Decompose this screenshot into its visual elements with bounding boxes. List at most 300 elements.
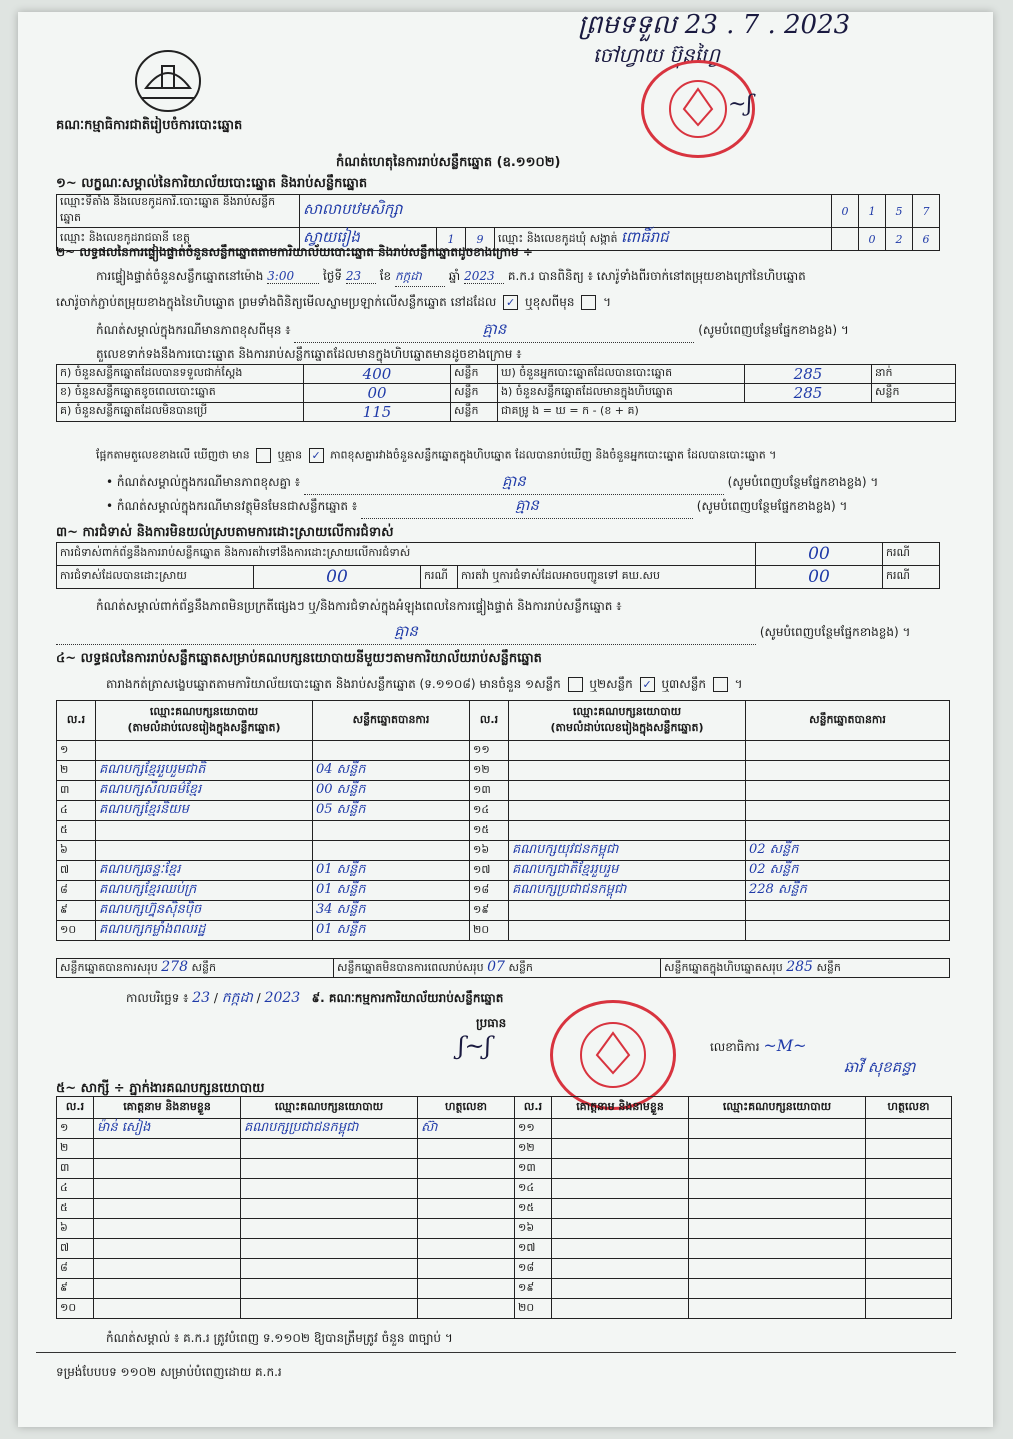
w-left-sign-cell: ស៊ា	[418, 1119, 515, 1139]
left-votes-cell: 01 សន្លឹក	[313, 921, 470, 941]
w-right-party-cell	[689, 1299, 866, 1319]
witness-row	[57, 1299, 952, 1319]
handwritten-received-name: ចៅហ្វាយ ប៊ុនហ្វៃ	[593, 43, 720, 67]
w-col-no: ល.រ	[57, 1097, 94, 1119]
s4-date-month: កក្កដា	[221, 990, 253, 1006]
w-right-name-cell	[552, 1299, 689, 1319]
right-votes-cell	[746, 921, 950, 941]
s1-row2-commune	[495, 228, 832, 251]
left-no-cell: ១០	[57, 921, 96, 941]
w-left-no-cell: ១០	[57, 1299, 94, 1319]
witness-row	[57, 1279, 952, 1299]
left-votes-cell	[313, 821, 470, 841]
w-left-party-cell	[241, 1199, 418, 1219]
witness-row	[57, 1179, 952, 1199]
w-right-no-cell: ១៣	[515, 1159, 552, 1179]
s3-row2-unit: ករណី	[421, 566, 458, 589]
s4-date-line: កាលបរិច្ឆេទ ៖ 23 / កក្កដា / 2023 ៩. គណៈកម្មការការិយាល័យរាប់សន្លឹកឆ្នោត	[126, 990, 504, 1006]
w-col-party-r: ឈ្មោះគណបក្សនយោបាយ	[689, 1097, 866, 1119]
w-left-party-cell	[241, 1219, 418, 1239]
s2-bullet1-label: • កំណត់សម្គាល់ក្នុងករណីមានភាពខុសគ្នា ៖	[106, 475, 301, 489]
s3-row2-label2: ការតវ៉ា ឬការជំទាស់ដែលអាចបញ្ជូនទៅ គឃ.សប	[458, 566, 756, 589]
left-party-cell	[96, 841, 313, 861]
right-party-cell	[509, 741, 746, 761]
results-row	[57, 841, 950, 861]
s2-bullet2	[106, 496, 847, 519]
left-votes-cell: 05 សន្លឹក	[313, 801, 470, 821]
s2-fig-formula: ជាគម្រូ ង = ឃ = ក - (ខ + គ)	[498, 403, 956, 422]
left-no-cell: ៥	[57, 821, 96, 841]
s2-after1-c: ភាពខុសគ្នារវាងចំនួនសន្លឹកឆ្នោតក្នុងហិបឆ្នោត ដែលបានរាប់ឃើញ និងចំនួនអ្នកបោះឆ្នោត ដែលបានបោះឆ្នោត ។	[330, 448, 777, 462]
s1-row2-label2: ឈ្មោះ និងលេខកូដឃុំ សង្កាត់	[498, 232, 618, 245]
left-party-cell	[96, 821, 313, 841]
right-votes-cell: 02 សន្លឹក	[746, 841, 950, 861]
results-row	[57, 741, 950, 761]
w-right-sign-cell	[866, 1259, 952, 1279]
right-votes-cell	[746, 761, 950, 781]
s5-note: កំណត់សម្គាល់ ៖ គ.ក.រ ត្រូវបំពេញ ទ.១១០២ ឱ្យបានត្រឹមត្រូវ ចំនួន ៣ច្បាប់ ។	[106, 1331, 453, 1345]
s1-row2-code2-2: 2	[886, 228, 913, 251]
s2-fig-value: 400	[304, 365, 451, 384]
s3-row2-label: ការជំទាស់ដែលបានដោះស្រាយ	[57, 566, 254, 589]
s4-secretary-label: លេខាធិការ	[710, 1040, 760, 1054]
col-party-title: ឈ្មោះគណបក្សនយោបាយ	[149, 704, 259, 718]
left-no-cell: ១	[57, 741, 96, 761]
s1-row2-value2: ពោធិ៍រាជ	[621, 228, 669, 246]
section2-title: ២~ លទ្ធផលនៃការផ្ទៀងផ្ទាត់ចំនួនសន្លឹកឆ្នោតតាមការិយាល័យបោះឆ្នោត និងរាប់សន្លឹកឆ្នោតដូចខាងក្រោម ÷	[56, 245, 533, 259]
s2-bullet1-suffix: (សូមបំពេញបន្ថែមផ្នែកខាងខ្លង) ។	[727, 475, 879, 489]
witness-row	[57, 1119, 952, 1139]
w-left-name-cell	[94, 1239, 241, 1259]
s1-code-2: 1	[859, 195, 886, 228]
w-right-name-cell	[552, 1159, 689, 1179]
w-right-name-cell	[552, 1239, 689, 1259]
results-row	[57, 801, 950, 821]
s2-line1-c: ខែ	[379, 269, 392, 283]
w-left-sign-cell	[418, 1279, 515, 1299]
s4-intro-a: តារាងកត់ត្រាសង្ខេបឆ្នោតតាមការិយាល័យបោះឆ្នោត និងរាប់សន្លឹកឆ្នោត (ទ.១១០៨) មានចំនួន ១សន្លឹក	[106, 677, 561, 691]
handwritten-received-note: ព្រមទទួល 23 . 7 . 2023	[578, 10, 851, 40]
s4-intro-c: ឬ៣សន្លឹក	[661, 677, 706, 691]
s1-row2-code-1: 1	[437, 228, 466, 251]
s2-bullet2-value: គ្មាន	[361, 496, 693, 519]
w-left-no-cell: ៤	[57, 1179, 94, 1199]
w-left-party-cell	[241, 1179, 418, 1199]
w-right-name-cell	[552, 1279, 689, 1299]
w-left-name-cell: ម៉ាន់ សៀង	[94, 1119, 241, 1139]
left-no-cell: ៤	[57, 801, 96, 821]
w-right-sign-cell	[866, 1159, 952, 1179]
right-votes-cell: 228 សន្លឹក	[746, 881, 950, 901]
w-left-name-cell	[94, 1179, 241, 1199]
col-votes-header: សន្លឹកឆ្នោតបានការ	[313, 701, 470, 741]
s1-row2-code-2: 9	[466, 228, 495, 251]
right-party-cell	[509, 801, 746, 821]
s2-fig-rvalue: 285	[745, 365, 872, 384]
left-no-cell: ៩	[57, 901, 96, 921]
s2-fig-label: ខ) ចំនួនសន្លឹកឆ្នោតខូចពេលបោះឆ្នោត	[57, 384, 304, 403]
w-left-party-cell	[241, 1279, 418, 1299]
official-stamp-bottom	[550, 1000, 676, 1110]
results-row	[57, 781, 950, 801]
s2-month: កក្កដា	[395, 268, 445, 287]
doc-title: កំណត់ហេតុនៃការរាប់សន្លឹកឆ្នោត (ឧ.១១០២)	[336, 155, 561, 170]
witness-row	[57, 1259, 952, 1279]
w-left-no-cell: ២	[57, 1139, 94, 1159]
s1-row2-blank	[832, 228, 859, 251]
total-box-value: 285	[786, 959, 813, 975]
witness-row	[57, 1199, 952, 1219]
w-right-party-cell	[689, 1259, 866, 1279]
w-left-party-cell	[241, 1159, 418, 1179]
s2-figures-table	[56, 364, 956, 422]
w-right-party-cell	[689, 1199, 866, 1219]
w-right-no-cell: ១៤	[515, 1179, 552, 1199]
left-no-cell: ៣	[57, 781, 96, 801]
right-votes-cell	[746, 901, 950, 921]
w-right-party-cell	[689, 1279, 866, 1299]
w-right-name-cell	[552, 1119, 689, 1139]
right-votes-cell	[746, 821, 950, 841]
s2-time: 3:00	[267, 269, 319, 284]
total-box-label: សន្លឹកឆ្នោតក្នុងហិបឆ្នោតសរុប	[664, 961, 783, 974]
w-right-no-cell: ១១	[515, 1119, 552, 1139]
s2-fig-row	[57, 403, 956, 422]
s2-fig-unit: សន្លឹក	[451, 384, 498, 403]
w-left-sign-cell	[418, 1299, 515, 1319]
left-votes-cell: 34 សន្លឹក	[313, 901, 470, 921]
witness-row	[57, 1139, 952, 1159]
s3-note-line	[56, 622, 910, 645]
w-left-name-cell	[94, 1139, 241, 1159]
witness-row	[57, 1159, 952, 1179]
total-valid-value: 278	[161, 959, 188, 975]
s2-has-diff-checkbox[interactable]	[256, 448, 271, 463]
s2-fig-rvalue: 285	[745, 384, 872, 403]
left-party-cell: គណបក្សហ្វ៊ុនស៊ិនប៉ិច	[96, 901, 313, 921]
s1-code-3: 5	[886, 195, 913, 228]
col-votes-header-r: សន្លឹកឆ្នោតបានការ	[746, 701, 950, 741]
section4-title: ៤~ លទ្ធផលនៃការរាប់សន្លឹកឆ្នោតសម្រាប់គណបក្សនយោបាយនីមួយៗតាមការិយាល័យរាប់សន្លឹកឆ្នោត	[56, 651, 542, 666]
w-left-no-cell: ៩	[57, 1279, 94, 1299]
total-invalid-cell	[334, 959, 661, 978]
s1-row2-label: ឈ្មោះ និងលេខកូដរាជធានី ខេត្ត	[57, 228, 300, 251]
w-left-sign-cell	[418, 1139, 515, 1159]
col-party-header	[96, 701, 313, 741]
footer-text: ទម្រង់បែបបទ ១១០២ សម្រាប់បំពេញដោយ គ.ក.រ	[56, 1365, 282, 1379]
s2-fig-label: ក) ចំនួនសន្លឹកឆ្នោតដែលបានទទួលជាក់ស្តែង	[57, 365, 304, 384]
right-votes-cell	[746, 781, 950, 801]
results-row	[57, 901, 950, 921]
left-no-cell: ៧	[57, 861, 96, 881]
left-votes-cell: 01 សន្លឹក	[313, 861, 470, 881]
w-left-name-cell	[94, 1219, 241, 1239]
witness-row	[57, 1239, 952, 1259]
s3-row2-value2: 00	[756, 566, 883, 589]
w-left-sign-cell	[418, 1179, 515, 1199]
chair-signature: ʃ~ʃ	[458, 1032, 492, 1060]
total-invalid-unit: សន្លឹក	[508, 961, 533, 974]
s4-secretary-line	[710, 1036, 807, 1057]
s2-after1	[96, 448, 776, 465]
right-no-cell: ១៤	[470, 801, 509, 821]
w-col-sign-r: ហត្ថលេខា	[866, 1097, 952, 1119]
totals-table	[56, 958, 950, 978]
col-no-header: ល.រ	[57, 701, 96, 741]
w-left-name-cell	[94, 1259, 241, 1279]
col-party-subtitle-r: (តាមលំដាប់លេខរៀងក្នុងសន្លឹកឆ្នោត)	[550, 720, 704, 734]
document-sheet	[18, 12, 993, 1427]
w-left-sign-cell	[418, 1259, 515, 1279]
s4-intro-b: ឬ២សន្លឹក	[589, 677, 633, 691]
left-party-cell: គណបក្សខ្មែរឈប់ក្រ	[96, 881, 313, 901]
s2-line1-a: ការផ្ទៀងផ្ទាត់ចំនួនសន្លឹកឆ្នោតនៅម៉ោង	[96, 269, 264, 283]
s3-note: កំណត់សម្គាល់ពាក់ព័ន្ធនឹងភាពមិនប្រក្រតីផ្សេងៗ ឬ/និងការជំទាស់ក្នុងអំឡុងពេលនៃការផ្ទៀងផ្ទាត់ និងការរាប់សន្លឹកឆ្នោត ៖	[96, 599, 622, 613]
w-left-party-cell	[241, 1259, 418, 1279]
s2-line2-b: ឬខុសពីមុន	[524, 295, 575, 309]
section3-title: ៣~ ការជំទាស់ និងការមិនយល់ស្របតាមការដោះស្រាយលើការជំទាស់	[56, 525, 394, 540]
total-box-cell	[661, 959, 950, 978]
w-left-no-cell: ៧	[57, 1239, 94, 1259]
left-party-cell	[96, 741, 313, 761]
right-party-cell	[509, 921, 746, 941]
s2-fig-rlabel: ង) ចំនួនសន្លឹកឆ្នោតដែលមានក្នុងហិបឆ្នោត	[498, 384, 745, 403]
s4-two-sheet-checkbox[interactable]: ✓	[640, 677, 655, 692]
s2-day: 23	[346, 269, 376, 284]
s3-row2-unit2: ករណី	[883, 566, 940, 589]
s2-fig-rlabel: ឃ) ចំនួនអ្នកបោះឆ្នោតដែលបានបោះឆ្នោត	[498, 365, 745, 384]
s2-line1-b: ថ្ងៃទី	[323, 269, 343, 283]
w-left-no-cell: ៣	[57, 1159, 94, 1179]
right-votes-cell	[746, 741, 950, 761]
right-no-cell: ១៨	[470, 881, 509, 901]
left-no-cell: ២	[57, 761, 96, 781]
w-right-party-cell	[689, 1119, 866, 1139]
w-right-name-cell	[552, 1139, 689, 1159]
s2-note-suffix: (សូមបំពេញបន្ថែមផ្នែកខាងខ្លង) ។	[698, 323, 849, 337]
right-party-cell	[509, 761, 746, 781]
right-party-cell	[509, 821, 746, 841]
w-right-no-cell: ១២	[515, 1139, 552, 1159]
w-left-sign-cell	[418, 1219, 515, 1239]
chair-signature-top: ~ʃ	[728, 92, 753, 117]
s1-row2-value: ស្វាយរៀង	[300, 228, 437, 251]
right-no-cell: ១៣	[470, 781, 509, 801]
w-col-party: ឈ្មោះគណបក្សនយោបាយ	[241, 1097, 418, 1119]
s2-fig-value: 115	[304, 403, 451, 422]
s3-row1-value: 00	[756, 543, 883, 566]
w-right-no-cell: ១៦	[515, 1219, 552, 1239]
s4-date-label: កាលបរិច្ឆេទ ៖	[126, 991, 189, 1005]
s2-no-diff-checkbox[interactable]: ✓	[309, 448, 324, 463]
s3-row1-label: ការជំទាស់ពាក់ព័ន្ធនឹងការរាប់សន្លឹកឆ្នោត និងការតវ៉ាទៅនឹងការដោះស្រាយលើការជំទាស់	[57, 543, 756, 566]
s2-bullet2-label: • កំណត់សម្គាល់ក្នុងករណីមានវត្ថុមិនមែនជាសន្លឹកឆ្នោត ៖	[106, 499, 358, 513]
witness-table	[56, 1096, 952, 1319]
w-left-no-cell: ៦	[57, 1219, 94, 1239]
total-invalid-value: 07	[487, 959, 505, 975]
left-votes-cell: 04 សន្លឹក	[313, 761, 470, 781]
s2-diff-checkbox[interactable]	[581, 295, 596, 310]
s2-after1-b: ឬគ្មាន	[277, 448, 303, 462]
secretary-signature: ~M~	[763, 1036, 807, 1055]
right-no-cell: ១៧	[470, 861, 509, 881]
s2-bullet1-value: គ្មាន	[304, 472, 724, 495]
s2-line2-text: សោរ៉ូចាក់ភ្ជាប់តម្រុយខាងក្នុងនៃហិបឆ្នោត ព្រមទាំងពិនិត្យមើលស្នាមប្រឡាក់លើសន្លឹកឆ្នោត នៅដដែល	[56, 295, 497, 309]
w-col-sign: ហត្ថលេខា	[418, 1097, 515, 1119]
s2-fig-value: 00	[304, 384, 451, 403]
s2-line1-e: គ.ក.រ បានពិនិត្យ ៖ សោរ៉ូទាំងពីរចាក់នៅតម្រុយខាងក្រៅនៃហិបឆ្នោត	[507, 269, 806, 283]
results-table	[56, 700, 950, 941]
left-party-cell: គណបក្សកម្លាំងពលរដ្ឋ	[96, 921, 313, 941]
w-right-sign-cell	[866, 1219, 952, 1239]
s2-same-checkbox[interactable]: ✓	[503, 295, 518, 310]
org-name: គណៈកម្មាធិការជាតិរៀបចំការបោះឆ្នោត	[56, 118, 243, 133]
w-left-party-cell	[241, 1299, 418, 1319]
s2-note-value: គ្មាន	[294, 320, 694, 343]
w-right-no-cell: ១៥	[515, 1199, 552, 1219]
results-row	[57, 921, 950, 941]
w-left-name-cell	[94, 1159, 241, 1179]
w-col-name: គោត្តនាម និងនាមខ្លួន	[94, 1097, 241, 1119]
total-valid-unit: សន្លឹក	[191, 961, 216, 974]
w-right-sign-cell	[866, 1199, 952, 1219]
w-left-no-cell: ៨	[57, 1259, 94, 1279]
left-votes-cell	[313, 741, 470, 761]
section1-title: ១~ លក្ខណៈសម្គាល់នៃការិយាល័យបោះឆ្នោត និងរាប់សន្លឹកឆ្នោត	[56, 176, 368, 191]
col-party-subtitle: (តាមលំដាប់លេខរៀងក្នុងសន្លឹកឆ្នោត)	[127, 720, 281, 734]
w-right-sign-cell	[866, 1279, 952, 1299]
right-party-cell: គណបក្សប្រជាជនកម្ពុជា	[509, 881, 746, 901]
s3-note-suffix: (សូមបំពេញបន្ថែមផ្នែកខាងខ្លង) ។	[759, 625, 911, 639]
nec-emblem-icon	[132, 48, 204, 114]
s4-date-day: 23	[192, 990, 211, 1006]
right-party-cell	[509, 781, 746, 801]
left-party-cell: គណបក្សខ្មែររួបរួមជាតិ	[96, 761, 313, 781]
w-right-party-cell	[689, 1239, 866, 1259]
w-right-sign-cell	[866, 1139, 952, 1159]
s2-fig-runit: នាក់	[872, 365, 956, 384]
section1-table	[56, 194, 940, 251]
s2-note-label: កំណត់សម្គាល់ក្នុងករណីមានភាពខុសពីមុន ៖	[96, 323, 291, 337]
s4-committee: ៩. គណៈកម្មការការិយាល័យរាប់សន្លឹកឆ្នោត	[311, 991, 504, 1005]
section3-table	[56, 542, 940, 589]
w-right-name-cell	[552, 1179, 689, 1199]
right-no-cell: ១១	[470, 741, 509, 761]
total-valid-label: សន្លឹកឆ្នោតបានការសរុប	[60, 961, 158, 974]
w-right-no-cell: ២០	[515, 1299, 552, 1319]
s2-after1-a: ផ្អែកតាមតួលេខខាងលើ ឃើញថា មាន	[96, 448, 250, 462]
left-no-cell: ៦	[57, 841, 96, 861]
left-votes-cell	[313, 841, 470, 861]
s2-fig-row	[57, 365, 956, 384]
s2-fig-runit: សន្លឹក	[872, 384, 956, 403]
witness-row	[57, 1219, 952, 1239]
right-no-cell: ១២	[470, 761, 509, 781]
right-party-cell: គណបក្សយុវជនកម្ពុជា	[509, 841, 746, 861]
left-votes-cell: 00 សន្លឹក	[313, 781, 470, 801]
s2-fig-row	[57, 384, 956, 403]
s2-bullet1	[106, 472, 878, 495]
s4-three-sheet-checkbox[interactable]	[713, 677, 728, 692]
s4-one-sheet-checkbox[interactable]	[568, 677, 583, 692]
w-left-sign-cell	[418, 1199, 515, 1219]
results-row	[57, 861, 950, 881]
right-votes-cell: 02 សន្លឹក	[746, 861, 950, 881]
w-right-party-cell	[689, 1179, 866, 1199]
w-left-name-cell	[94, 1299, 241, 1319]
s2-line1	[96, 268, 806, 287]
w-right-sign-cell	[866, 1239, 952, 1259]
results-row	[57, 881, 950, 901]
s4-date-year: 2023	[264, 990, 301, 1006]
right-no-cell: ២០	[470, 921, 509, 941]
w-right-sign-cell	[866, 1119, 952, 1139]
col-party-title-r: ឈ្មោះគណបក្សនយោបាយ	[572, 704, 682, 718]
w-right-name-cell	[552, 1259, 689, 1279]
right-votes-cell	[746, 801, 950, 821]
w-left-party-cell	[241, 1139, 418, 1159]
s3-row2-value: 00	[254, 566, 421, 589]
right-party-cell	[509, 901, 746, 921]
left-votes-cell: 01 សន្លឹក	[313, 881, 470, 901]
s3-row1-unit: ករណី	[883, 543, 940, 566]
right-no-cell: ១៩	[470, 901, 509, 921]
w-right-no-cell: ១៩	[515, 1279, 552, 1299]
w-right-no-cell: ១៨	[515, 1259, 552, 1279]
w-right-sign-cell	[866, 1179, 952, 1199]
w-right-no-cell: ១៧	[515, 1239, 552, 1259]
w-left-sign-cell	[418, 1159, 515, 1179]
s2-year: 2023	[464, 269, 504, 284]
s4-intro: តារាងកត់ត្រាសង្ខេបឆ្នោតតាមការិយាល័យបោះឆ្នោត និងរាប់សន្លឹកឆ្នោត (ទ.១១០៨) មានចំនួន ១សន្លឹក ឬ២សន្លឹក ✓ ឬ៣សន្លឹក ។	[106, 677, 743, 691]
section5-title: ៥~ សាក្សី ÷ ភ្នាក់ងារគណបក្សនយោបាយ	[56, 1081, 265, 1096]
total-valid-cell	[57, 959, 334, 978]
s3-note-value: គ្មាន	[56, 622, 756, 645]
s2-fig-unit: សន្លឹក	[451, 365, 498, 384]
s1-code-4: 7	[913, 195, 940, 228]
left-party-cell: គណបក្សខ្មែរនិយម	[96, 801, 313, 821]
w-left-name-cell	[94, 1199, 241, 1219]
w-right-party-cell	[689, 1159, 866, 1179]
s2-line1-d: ឆ្នាំ	[448, 269, 461, 283]
s1-row1-label: ឈ្មោះទីតាំង និងលេខកូដការិ.បោះឆ្នោត និងរាប់សន្លឹកឆ្នោត	[57, 195, 300, 228]
s4-secretary-name: ឆាវី សុខគន្ធា	[844, 1058, 916, 1076]
w-left-name-cell	[94, 1279, 241, 1299]
total-invalid-label: សន្លឹកឆ្នោតមិនបានការពេលរាប់សរុប	[337, 961, 484, 974]
footer-divider	[36, 1352, 956, 1353]
s2-bullet2-suffix: (សូមបំពេញបន្ថែមផ្នែកខាងខ្លង) ។	[696, 499, 848, 513]
s2-fig-label: គ) ចំនួនសន្លឹកឆ្នោតដែលមិនបានប្រើ	[57, 403, 304, 422]
w-right-party-cell	[689, 1139, 866, 1159]
w-col-name-r: គោត្តនាម និងនាមខ្លួន	[552, 1097, 689, 1119]
w-left-sign-cell	[418, 1239, 515, 1259]
s1-row2-code2-3: 6	[913, 228, 940, 251]
s1-row2-code2-1: 0	[859, 228, 886, 251]
w-right-sign-cell	[866, 1299, 952, 1319]
right-party-cell: គណបក្សជាតិខ្មែររួបរួម	[509, 861, 746, 881]
w-right-name-cell	[552, 1199, 689, 1219]
w-right-name-cell	[552, 1219, 689, 1239]
left-party-cell: គណបក្សសីលធម៌ខ្មែរ	[96, 781, 313, 801]
w-right-party-cell	[689, 1219, 866, 1239]
s2-sub: តួលេខទាក់ទងនឹងការបោះឆ្នោត និងការរាប់សន្លឹកឆ្នោតដែលមានក្នុងហិបឆ្នោតមានដូចខាងក្រោម ៖	[96, 347, 522, 361]
w-left-no-cell: ១	[57, 1119, 94, 1139]
total-box-unit: សន្លឹក	[816, 961, 841, 974]
s1-row1-value: សាលាបឋមសិក្សា	[300, 195, 832, 228]
s2-note-line	[96, 320, 849, 343]
s2-fig-unit: សន្លឹក	[451, 403, 498, 422]
w-left-party-cell: គណបក្សប្រជាជនកម្ពុជា	[241, 1119, 418, 1139]
